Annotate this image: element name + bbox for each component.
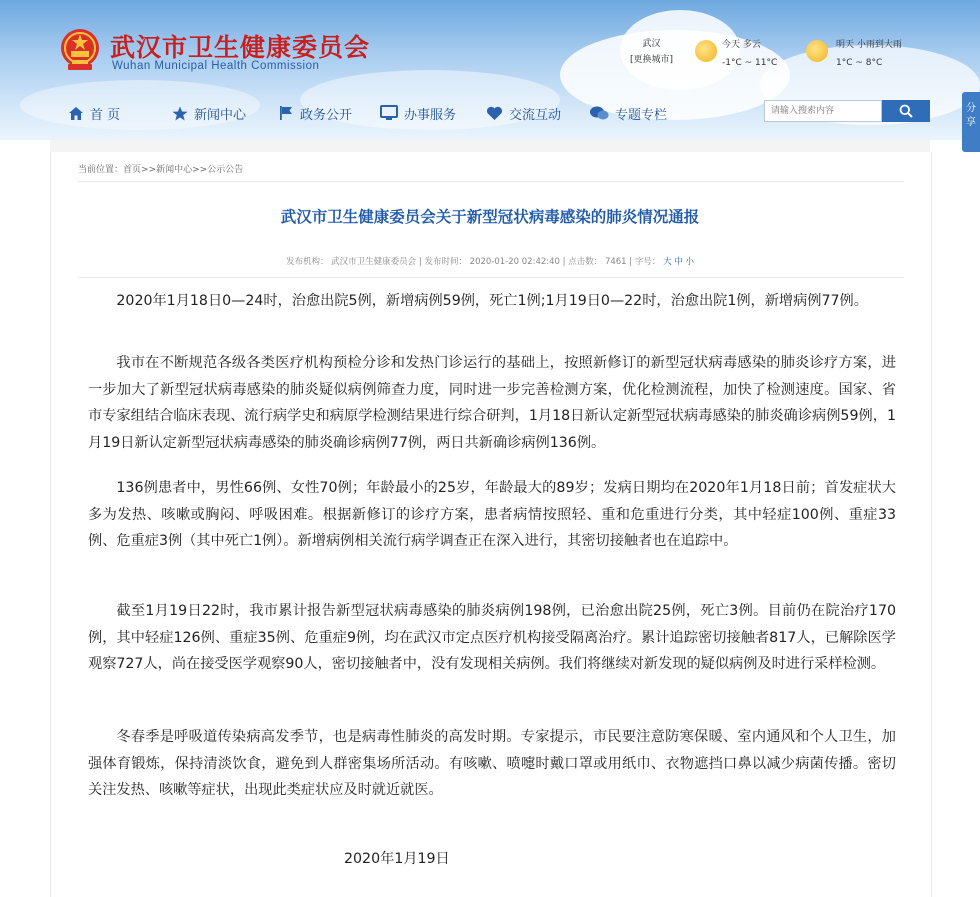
font-size-small-link[interactable]: 小 xyxy=(685,257,695,267)
weather-tomorrow-label: 明天 小雨到大雨 xyxy=(836,40,902,50)
nav-item-services[interactable] xyxy=(380,102,456,124)
content-top-strip xyxy=(50,140,930,152)
meta-separator: | xyxy=(629,257,635,267)
home-icon xyxy=(68,106,84,121)
article-title: 武汉市卫生健康委员会关于新型冠状病毒感染的肺炎情况通报 xyxy=(280,208,700,226)
flag-icon xyxy=(278,105,294,121)
nav-item-news[interactable] xyxy=(172,102,246,124)
weather-today-temp: -1°C ~ 11°C xyxy=(722,58,778,68)
nav-item-government-affairs[interactable] xyxy=(278,102,352,124)
nav-item-interaction[interactable] xyxy=(486,102,561,124)
city-name: 武汉 xyxy=(642,39,661,49)
divider xyxy=(78,181,904,182)
star-icon xyxy=(172,106,188,121)
monitor-icon xyxy=(380,105,398,121)
search-icon xyxy=(899,104,913,118)
meta-publisher: 武汉市卫生健康委员会 xyxy=(331,257,417,267)
meta-fontsize-label: 字号： xyxy=(634,257,661,267)
article-paragraph: 截至1月19日22时，我市累计报告新型冠状病毒感染的肺炎病例198例，已治愈出院25例，死亡3例。目前仍在院治疗170例，其中轻症126例、重症35例、危重症9例，均在武汉市定点医疗机构接受隔离治疗。累计追踪密切接触者817人，已解除医学观察727人，尚在接受医学观察90人，密切接触者中，没有发现相关病例。我们将继续对新发现的疑似病例及时进行采样检测。 xyxy=(88,603,896,673)
meta-separator: | xyxy=(418,257,425,267)
nav-item-special-topics[interactable] xyxy=(589,102,667,124)
breadcrumb-link-announcements[interactable]: 公示公告 xyxy=(207,165,244,175)
breadcrumb-link-news[interactable]: 新闻中心 xyxy=(156,165,193,175)
article-paragraph: 我市在不断规范各级各类医疗机构预检分诊和发热门诊运行的基础上，按照新修订的新型冠状病毒感染的肺炎诊疗方案，进一步加大了新型冠状病毒感染的肺炎疑似病例筛查力度，同时进一步完善检测方案，优化检测流程，加快了检测速度。国家、省市专家组结合临床表现、流行病学史和病原学检测结果进行综合研判，1月18日新认定新型冠状病毒感染的肺炎确诊病例59例，1月19日新认定新型冠状病毒感染的肺炎确诊病例77例，两日共新确诊病例136例。 xyxy=(88,355,896,452)
meta-time-label: 发布时间： xyxy=(424,257,467,267)
search-input[interactable] xyxy=(764,100,882,122)
meta-separator: | xyxy=(562,257,569,267)
breadcrumb xyxy=(78,162,243,175)
weather-today xyxy=(722,36,777,72)
nav-label: 新闻中心 xyxy=(194,107,247,123)
meta-time: 2020-01-20 02:42:40 xyxy=(469,257,560,267)
weather-city xyxy=(630,36,673,68)
meta-clicks: 7461 xyxy=(604,257,627,267)
article-paragraph: 2020年1月18日0—24时，治愈出院5例，新增病例59例，死亡1例;1月19日0—22时，治愈出院1例，新增病例77例。 xyxy=(116,293,868,309)
weather-tomorrow xyxy=(836,36,902,72)
meta-clicks-label: 点击数： xyxy=(568,257,603,267)
article-date: 2020年1月19日 xyxy=(344,851,450,867)
rain-cloud-icon xyxy=(806,40,828,62)
heart-icon xyxy=(486,106,503,121)
nav-label: 首 页 xyxy=(90,107,121,123)
nav-label: 交流互动 xyxy=(509,107,562,123)
chat-bubbles-icon xyxy=(589,105,609,121)
divider xyxy=(78,277,904,278)
nav-label: 专题专栏 xyxy=(615,107,668,123)
change-city-link[interactable]: [更换城市] xyxy=(630,55,674,65)
breadcrumb-prefix: 当前位置： xyxy=(78,165,124,175)
national-emblem-icon xyxy=(58,26,102,74)
article-paragraph: 冬春季是呼吸道传染病高发季节，也是病毒性肺炎的高发时期。专家提示，市民要注意防寒保暖、室内通风和个人卫生，加强体育锻炼，保持清淡饮食，避免到人群密集场所活动。有咳嗽、喷嚏时戴口罩或用纸巾、衣物遮挡口鼻以减少病菌传播。密切关注发热、咳嗽等症状，出现此类症状应及时就近就医。 xyxy=(88,729,896,799)
sun-cloud-icon xyxy=(695,40,717,62)
nav-label: 政务公开 xyxy=(300,107,353,123)
weather-tomorrow-temp: 1°C ~ 8°C xyxy=(836,58,883,68)
site-subtitle: Wuhan Municipal Health Commission xyxy=(112,60,320,72)
nav-item-home[interactable] xyxy=(68,102,120,124)
font-size-large-link[interactable]: 大 xyxy=(663,257,672,267)
breadcrumb-link-home[interactable]: 首页 xyxy=(123,165,142,175)
font-size-medium-link[interactable]: 中 xyxy=(674,257,683,267)
article-paragraph: 136例患者中，男性66例、女性70例；年龄最小的25岁，年龄最大的89岁；发病日期均在2020年1月18日前；首发症状大多为发热、咳嗽或胸闷、呼吸困难。根据新修订的诊疗方案，患者病情按照轻、重和危重进行分类，其中轻症100例、重症33例、危重症3例（其中死亡1例）。新增病例相关流行病学调查正在深入进行，其密切接触者也在追踪中。 xyxy=(88,480,896,550)
site-title: 武汉市卫生健康委员会 xyxy=(110,33,371,62)
weather-today-label: 今天 多云 xyxy=(722,40,761,50)
meta-publisher-label: 发布机构： xyxy=(285,257,329,267)
breadcrumb-separator: >> xyxy=(141,165,157,175)
nav-label: 办事服务 xyxy=(404,107,457,123)
search-button[interactable] xyxy=(882,100,930,122)
share-tab[interactable]: 分享 xyxy=(962,92,980,152)
breadcrumb-separator: >> xyxy=(192,165,208,175)
article-meta xyxy=(0,255,980,267)
